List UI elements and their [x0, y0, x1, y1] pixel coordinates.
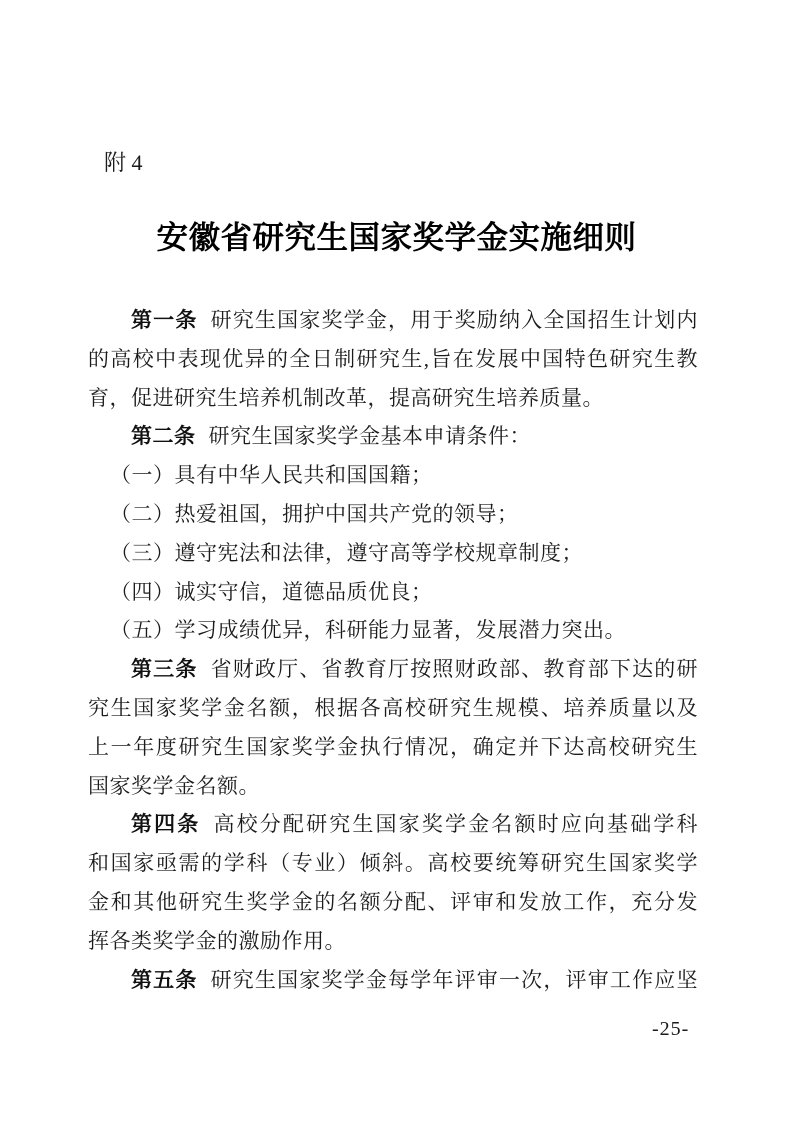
article-number: 第三条	[131, 657, 198, 682]
list-item	[88, 534, 698, 573]
page-number: -25-	[652, 1018, 690, 1040]
line-text: （二）热爱祖国，拥护中国共产党的领导；	[110, 501, 519, 526]
list-item	[88, 495, 698, 534]
line-text: 挥各类奖学金的激励作用。	[88, 928, 346, 953]
line-text: 高校分配研究生国家奖学金名额时应向基础学科	[213, 812, 699, 837]
text-line	[88, 340, 698, 379]
line-text: 省财政厅、省教育厅按照财政部、教育部下达的研	[210, 657, 698, 682]
line-text: （五）学习成绩优异，科研能力显著，发展潜力突出。	[110, 618, 626, 643]
line-text: 和国家亟需的学科（专业）倾斜。高校要统筹研究生国家奖学	[88, 851, 698, 876]
document-title: 安徽省研究生国家奖学金实施细则	[156, 220, 637, 255]
line-text: 国家奖学金名额。	[88, 773, 260, 798]
text-line	[88, 417, 698, 456]
text-line	[88, 961, 698, 1000]
text-line	[88, 922, 698, 961]
list-item	[88, 456, 698, 495]
article-number: 第一条	[131, 308, 198, 332]
text-line	[88, 883, 698, 922]
line-text: 育，促进研究生培养机制改革，提高研究生培养质量。	[88, 385, 604, 410]
attachment-label: 附 4	[104, 150, 143, 175]
line-text: 的高校中表现优异的全日制研究生,旨在发展中国特色研究生教	[88, 346, 698, 371]
text-line	[88, 844, 698, 883]
line-text: （三）遵守宪法和法律，遵守高等学校规章制度；	[110, 540, 583, 565]
line-text: 研究生国家奖学金基本申请条件：	[208, 424, 531, 449]
article-number: 第二条	[131, 424, 196, 449]
line-text: 研究生国家奖学金，用于奖励纳入全国招生计划内	[210, 308, 698, 332]
article-number: 第四条	[131, 812, 201, 837]
line-text: 上一年度研究生国家奖学金执行情况，确定并下达高校研究生	[88, 734, 698, 759]
document-body	[88, 301, 698, 999]
article-number: 第五条	[131, 967, 198, 992]
list-item	[88, 573, 698, 612]
text-line	[88, 767, 698, 806]
line-text: （四）诚实守信，道德品质优良；	[110, 579, 433, 604]
text-line	[88, 728, 698, 767]
line-text: （一）具有中华人民共和国国籍；	[110, 463, 433, 488]
line-text: 金和其他研究生奖学金的名额分配、评审和发放工作，充分发	[88, 889, 698, 914]
text-line	[88, 689, 698, 728]
text-line	[88, 379, 698, 418]
line-text: 研究生国家奖学金每学年评审一次，评审工作应坚	[210, 967, 698, 992]
line-text: 究生国家奖学金名额，根据各高校研究生规模、培养质量以及	[88, 695, 698, 720]
text-line	[88, 301, 698, 340]
text-line	[88, 650, 698, 689]
text-line	[88, 805, 698, 844]
list-item	[88, 611, 698, 650]
